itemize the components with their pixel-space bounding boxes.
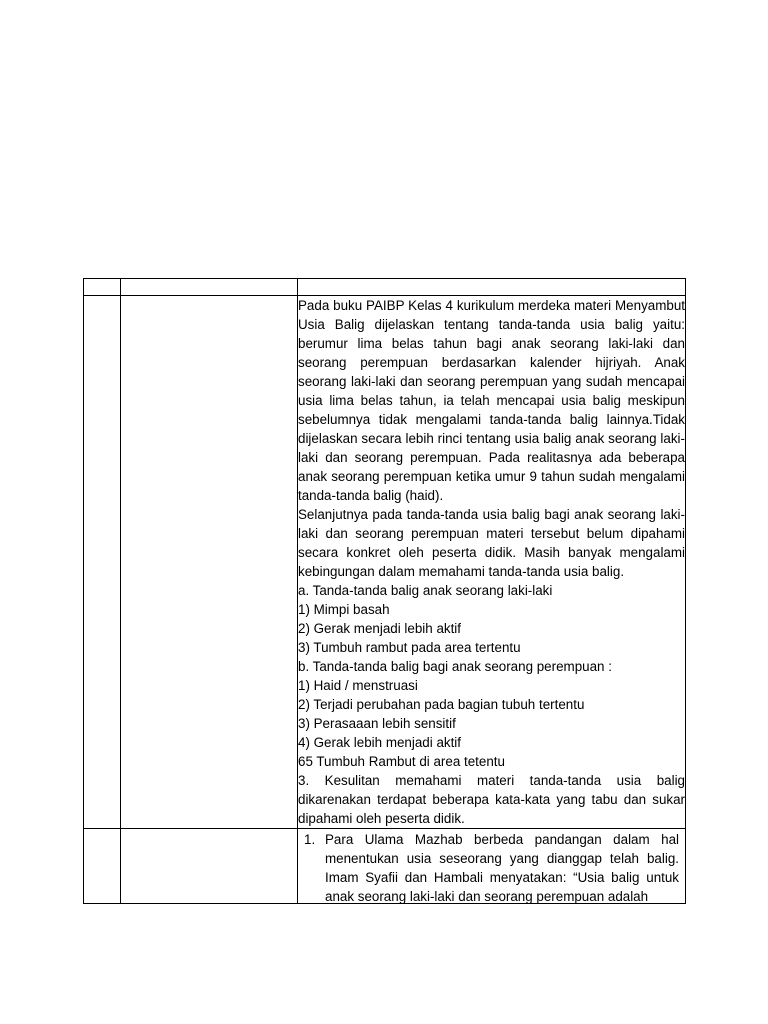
header-row bbox=[84, 279, 686, 296]
list-item: 1) Haid / menstruasi bbox=[298, 678, 418, 693]
list-item: 2) Terjadi perubahan pada bagian tubuh tertentu bbox=[298, 697, 585, 712]
next-paragraph: Selanjutnya pada tanda-tanda usia balig bagi anak seorang laki-laki dan seorang perempuan materi tersebut belum dipahami secara konkret oleh peserta didik. Masih banyak mengalami kebingungan dalam memahami tanda-tanda usia balig. bbox=[298, 507, 685, 579]
content-cell bbox=[298, 829, 686, 904]
number-cell bbox=[84, 296, 121, 829]
list-item: 3) Perasaaan lebih sensitif bbox=[298, 716, 456, 731]
list-item: 3) Tumbuh rambut pada area tertentu bbox=[298, 640, 521, 655]
numbered-list bbox=[298, 829, 685, 903]
list-item: 1) Mimpi basah bbox=[298, 602, 390, 617]
list-item: 2) Gerak menjadi lebih aktif bbox=[298, 621, 461, 636]
boys-signs-heading: a. Tanda-tanda balig anak seorang laki-laki bbox=[298, 583, 553, 598]
header-cell-2 bbox=[121, 279, 298, 296]
girls-signs-heading: b. Tanda-tanda balig bagi anak seorang perempuan : bbox=[298, 659, 612, 674]
list-item: 65 Tumbuh Rambut di area tetentu bbox=[298, 754, 505, 769]
difficulty-paragraph: 3. Kesulitan memahami materi tanda-tanda usia balig dikarenakan terdapat beberapa kata-kata yang tabu dan sukar dipahami oleh peserta didik. bbox=[298, 773, 685, 826]
header-cell-1 bbox=[84, 279, 121, 296]
label-cell bbox=[121, 296, 298, 829]
list-item-text: Para Ulama Mazhab berbeda pandangan dalam hal menentukan usia seseorang yang dianggap telah balig. Imam Syafii dan Hambali menyatakan: “Usia balig untuk anak seorang laki-laki dan seorang perempuan adalah bbox=[325, 832, 679, 903]
table-row bbox=[84, 829, 686, 904]
list-item: 4) Gerak lebih menjadi aktif bbox=[298, 735, 461, 750]
document-table bbox=[83, 278, 686, 904]
table-row bbox=[84, 296, 686, 829]
list-number: 1. bbox=[304, 832, 316, 847]
intro-paragraph: Pada buku PAIBP Kelas 4 kurikulum merdeka materi Menyambut Usia Balig dijelaskan tentang tanda-tanda usia balig yaitu: berumur lima belas tahun bagi anak seorang laki-laki dan seorang perempuan berdasarkan kalender hijriyah. Anak seorang laki-laki dan seorang perempuan yang sudah mencapai usia lima belas tahun, ia telah mencapai usia balig meskipun sebelumnya tidak mengalami tanda-tanda balig lainnya.Tidak dijelaskan secara lebih rinci tentang usia balig anak seorang laki-laki dan seorang perempuan. Pada realitasnya ada beberapa anak seorang perempuan ketika umur 9 tahun sudah mengalami tanda-tanda balig (haid). bbox=[298, 298, 685, 503]
header-cell-3 bbox=[298, 279, 686, 296]
list-item bbox=[304, 830, 679, 903]
content-cell bbox=[298, 296, 686, 829]
label-cell bbox=[121, 829, 298, 904]
number-cell bbox=[84, 829, 121, 904]
